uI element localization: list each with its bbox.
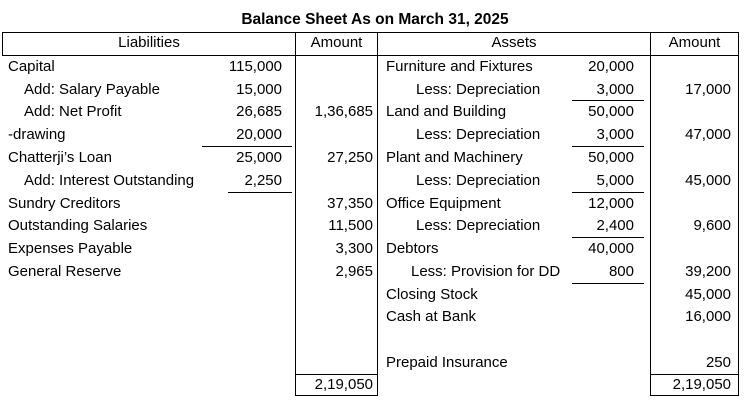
office-label: Office Equipment xyxy=(386,195,501,212)
furniture-total: 17,000 xyxy=(685,81,731,98)
office-dep-label: Less: Depreciation xyxy=(416,217,541,234)
salaries-total: 11,500 xyxy=(328,217,373,234)
assets-grand-total: 2,19,050 xyxy=(672,376,731,393)
provision-value: 800 xyxy=(608,263,634,280)
office-total: 9,600 xyxy=(693,217,731,234)
header-liabilities: Liabilities xyxy=(118,34,180,51)
loan-total: 27,250 xyxy=(327,149,373,166)
insurance-label: Prepaid Insurance xyxy=(386,354,508,371)
furniture-dep-value: 3,000 xyxy=(596,81,634,98)
plant-dep-label: Less: Depreciation xyxy=(416,172,541,189)
insurance-total: 250 xyxy=(705,354,731,371)
expenses-total: 3,300 xyxy=(335,240,373,257)
office-value: 12,000 xyxy=(588,195,634,212)
debtors-label: Debtors xyxy=(386,240,439,257)
net-profit-value: 26,685 xyxy=(236,103,282,120)
drawing-underline xyxy=(202,146,292,147)
plant-value: 50,000 xyxy=(588,149,634,166)
table-right-border xyxy=(738,32,739,396)
furniture-dep-label: Less: Depreciation xyxy=(416,81,541,98)
plant-dep-value: 5,000 xyxy=(596,172,634,189)
salaries-label: Outstanding Salaries xyxy=(8,217,148,234)
interest-value: 2,250 xyxy=(244,172,282,189)
land-value: 50,000 xyxy=(588,103,634,120)
capital-total: 1,36,685 xyxy=(314,103,373,120)
land-dep-value: 3,000 xyxy=(596,126,634,143)
salary-payable-label: Add: Salary Payable xyxy=(24,81,160,98)
loan-value: 25,000 xyxy=(236,149,282,166)
furniture-label: Furniture and Fixtures xyxy=(386,58,533,75)
stock-label: Closing Stock xyxy=(386,286,478,303)
furniture-dep-underline xyxy=(572,100,644,101)
header-amount-right: Amount xyxy=(668,34,721,51)
bank-label: Cash at Bank xyxy=(386,308,477,325)
land-total: 47,000 xyxy=(685,126,731,143)
loan-label: Chatterji’s Loan xyxy=(8,149,112,166)
header-assets: Assets xyxy=(491,34,537,51)
header-bottom-border xyxy=(2,55,738,56)
land-label: Land and Building xyxy=(386,103,507,120)
drawing-label: -drawing xyxy=(8,126,66,143)
reserve-label: General Reserve xyxy=(8,263,122,280)
land-dep-underline xyxy=(572,146,644,147)
divider-amount-assets xyxy=(377,32,378,396)
bank-total: 16,000 xyxy=(685,308,731,325)
office-dep-underline xyxy=(572,237,644,238)
expenses-label: Expenses Payable xyxy=(8,240,133,257)
drawing-value: 20,000 xyxy=(236,126,282,143)
left-total-bottom-border xyxy=(295,395,378,396)
furniture-value: 20,000 xyxy=(588,58,634,75)
creditors-label: Sundry Creditors xyxy=(8,195,121,212)
office-dep-value: 2,400 xyxy=(596,217,634,234)
header-amount-left: Amount xyxy=(310,34,363,51)
land-dep-label: Less: Depreciation xyxy=(416,126,541,143)
stock-total: 45,000 xyxy=(685,286,731,303)
capital-label: Capital xyxy=(8,58,55,75)
debtors-total: 39,200 xyxy=(685,263,731,280)
creditors-total: 37,350 xyxy=(327,195,373,212)
plant-label: Plant and Machinery xyxy=(386,149,523,166)
plant-total: 45,000 xyxy=(685,172,731,189)
provision-underline xyxy=(572,283,644,284)
liabilities-grand-total: 2,19,050 xyxy=(314,376,373,393)
divider-liabilities-amount xyxy=(295,32,296,396)
capital-value: 115,000 xyxy=(228,58,282,75)
provision-label: Less: Provision for DD xyxy=(411,263,561,280)
interest-label: Add: Interest Outstanding xyxy=(24,172,195,189)
page-title: Balance Sheet As on March 31, 2025 xyxy=(241,11,509,28)
plant-dep-underline xyxy=(572,192,644,193)
net-profit-label: Add: Net Profit xyxy=(24,103,122,120)
salary-payable-value: 15,000 xyxy=(236,81,282,98)
debtors-value: 40,000 xyxy=(588,240,634,257)
reserve-total: 2,965 xyxy=(335,263,373,280)
interest-underline xyxy=(228,192,292,193)
right-total-bottom-border xyxy=(650,395,739,396)
